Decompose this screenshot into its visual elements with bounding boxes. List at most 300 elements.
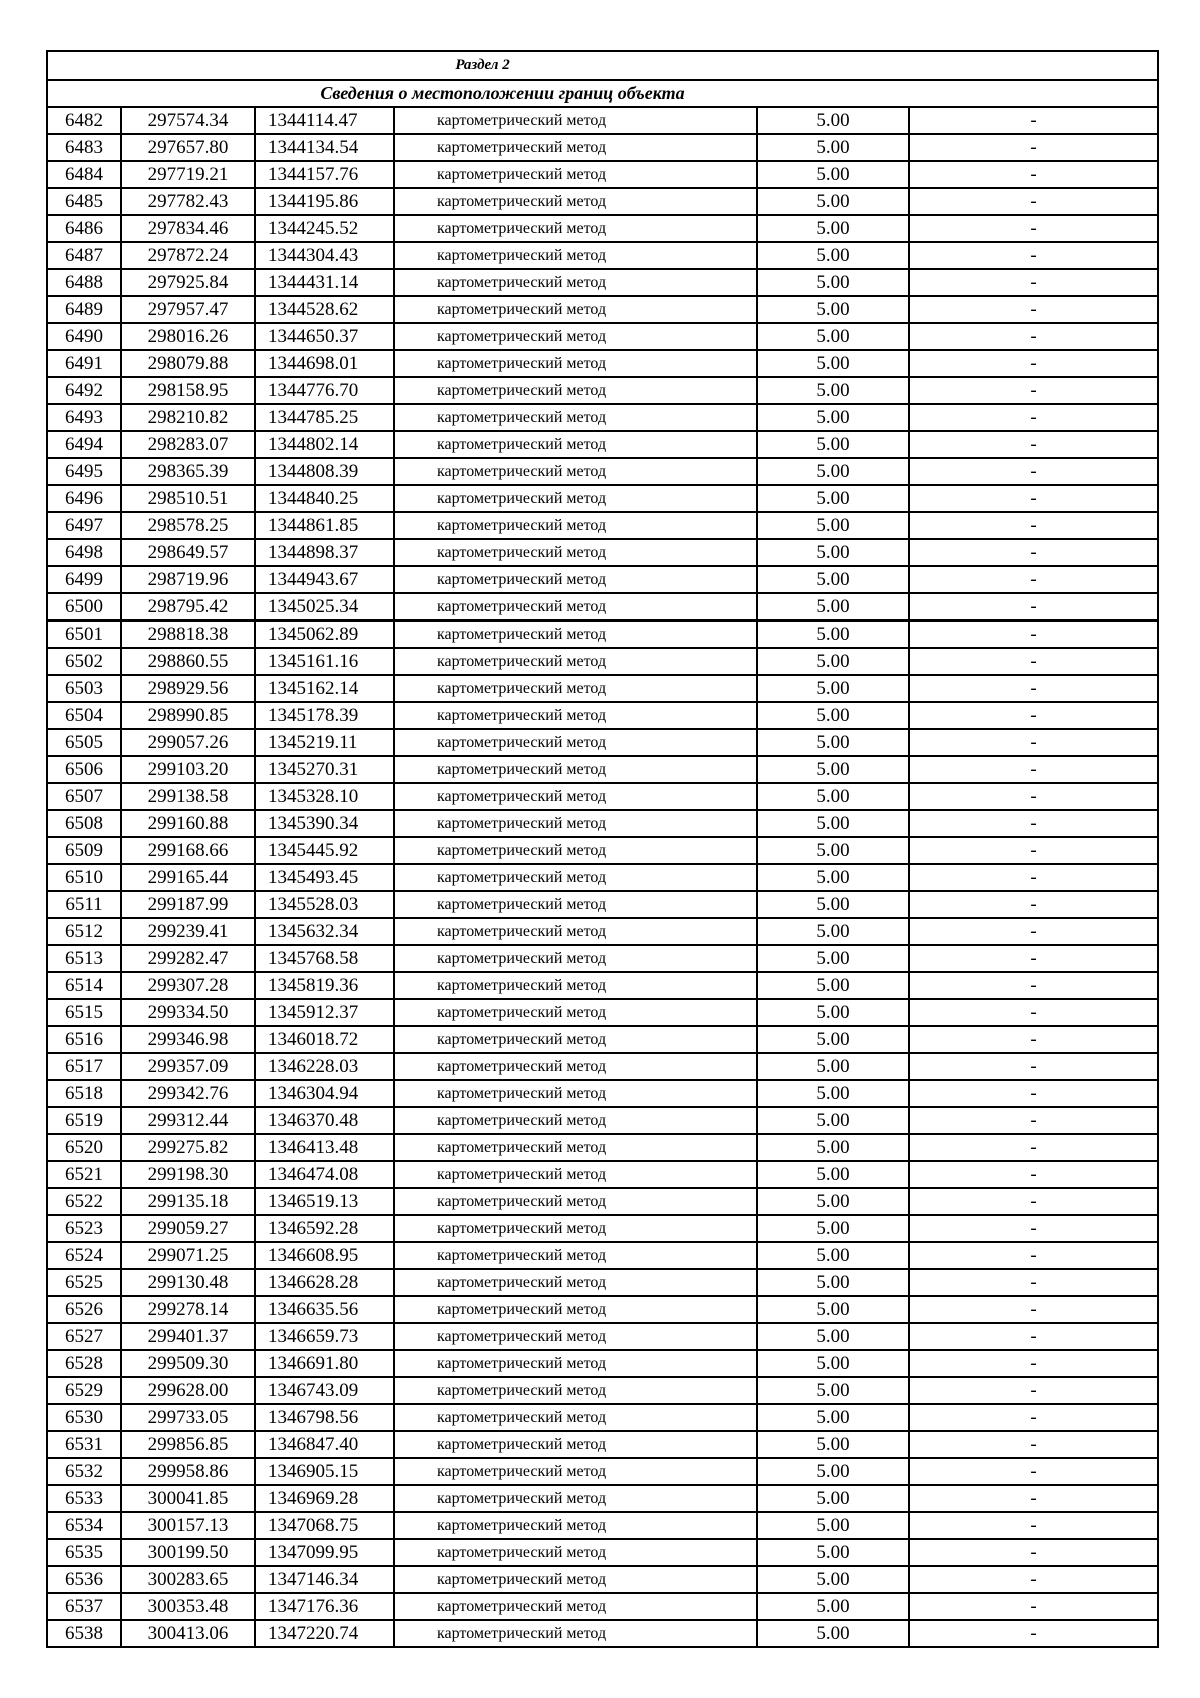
accuracy-cell: 5.00 <box>757 783 909 810</box>
table-row <box>47 1620 1158 1647</box>
y-coordinate-cell: 1346798.56 <box>255 1404 394 1431</box>
x-coordinate-cell: 299059.27 <box>121 1215 255 1242</box>
method-cell: картометрический метод <box>394 1350 757 1377</box>
accuracy-cell: 5.00 <box>757 1026 909 1053</box>
accuracy-cell: 5.00 <box>757 1296 909 1323</box>
section-label: Раздел 2 <box>455 57 510 73</box>
x-coordinate-cell: 298016.26 <box>121 323 255 350</box>
x-coordinate-cell: 298158.95 <box>121 377 255 404</box>
document-sheet <box>46 50 1157 1648</box>
table-row <box>47 1026 1158 1053</box>
point-number-cell: 6493 <box>47 404 121 431</box>
point-number-cell: 6491 <box>47 350 121 377</box>
note-cell: - <box>909 1215 1158 1242</box>
table-row <box>47 1593 1158 1620</box>
method-cell: картометрический метод <box>394 972 757 999</box>
table-row <box>47 323 1158 350</box>
table-row <box>47 296 1158 323</box>
x-coordinate-cell: 297925.84 <box>121 269 255 296</box>
accuracy-cell: 5.00 <box>757 1134 909 1161</box>
accuracy-cell: 5.00 <box>757 323 909 350</box>
x-coordinate-cell: 298079.88 <box>121 350 255 377</box>
x-coordinate-cell: 299401.37 <box>121 1323 255 1350</box>
note-cell: - <box>909 999 1158 1026</box>
x-coordinate-cell: 299509.30 <box>121 1350 255 1377</box>
table-row <box>47 269 1158 296</box>
table-row <box>47 566 1158 593</box>
point-number-cell: 6535 <box>47 1539 121 1566</box>
point-number-cell: 6489 <box>47 296 121 323</box>
accuracy-cell: 5.00 <box>757 864 909 891</box>
table-row <box>47 107 1158 134</box>
point-number-cell: 6534 <box>47 1512 121 1539</box>
y-coordinate-cell: 1345819.36 <box>255 972 394 999</box>
y-coordinate-cell: 1345219.11 <box>255 729 394 756</box>
y-coordinate-cell: 1346413.48 <box>255 1134 394 1161</box>
y-coordinate-cell: 1346608.95 <box>255 1242 394 1269</box>
method-cell: картометрический метод <box>394 485 757 512</box>
x-coordinate-cell: 300353.48 <box>121 1593 255 1620</box>
table-row <box>47 864 1158 891</box>
method-cell: картометрический метод <box>394 107 757 134</box>
point-number-cell: 6506 <box>47 756 121 783</box>
point-number-cell: 6518 <box>47 1080 121 1107</box>
method-cell: картометрический метод <box>394 837 757 864</box>
note-cell: - <box>909 539 1158 566</box>
y-coordinate-cell: 1346474.08 <box>255 1161 394 1188</box>
accuracy-cell: 5.00 <box>757 918 909 945</box>
boundary-table <box>46 50 1159 1648</box>
x-coordinate-cell: 298649.57 <box>121 539 255 566</box>
y-coordinate-cell: 1346635.56 <box>255 1296 394 1323</box>
x-coordinate-cell: 298283.07 <box>121 431 255 458</box>
y-coordinate-cell: 1345025.34 <box>255 593 394 621</box>
accuracy-cell: 5.00 <box>757 621 909 649</box>
method-cell: картометрический метод <box>394 1323 757 1350</box>
method-cell: картометрический метод <box>394 296 757 323</box>
x-coordinate-cell: 299130.48 <box>121 1269 255 1296</box>
y-coordinate-cell: 1346905.15 <box>255 1458 394 1485</box>
x-coordinate-cell: 297719.21 <box>121 161 255 188</box>
method-cell: картометрический метод <box>394 134 757 161</box>
accuracy-cell: 5.00 <box>757 539 909 566</box>
method-cell: картометрический метод <box>394 999 757 1026</box>
y-coordinate-cell: 1345445.92 <box>255 837 394 864</box>
note-cell: - <box>909 1620 1158 1647</box>
note-cell: - <box>909 269 1158 296</box>
x-coordinate-cell: 300157.13 <box>121 1512 255 1539</box>
point-number-cell: 6510 <box>47 864 121 891</box>
note-cell: - <box>909 107 1158 134</box>
x-coordinate-cell: 300413.06 <box>121 1620 255 1647</box>
method-cell: картометрический метод <box>394 648 757 675</box>
point-number-cell: 6484 <box>47 161 121 188</box>
y-coordinate-cell: 1344245.52 <box>255 215 394 242</box>
accuracy-cell: 5.00 <box>757 242 909 269</box>
x-coordinate-cell: 299160.88 <box>121 810 255 837</box>
method-cell: картометрический метод <box>394 350 757 377</box>
x-coordinate-cell: 299342.76 <box>121 1080 255 1107</box>
method-cell: картометрический метод <box>394 566 757 593</box>
point-number-cell: 6517 <box>47 1053 121 1080</box>
accuracy-cell: 5.00 <box>757 1620 909 1647</box>
x-coordinate-cell: 297834.46 <box>121 215 255 242</box>
y-coordinate-cell: 1344698.01 <box>255 350 394 377</box>
table-row <box>47 1296 1158 1323</box>
accuracy-cell: 5.00 <box>757 1431 909 1458</box>
point-number-cell: 6523 <box>47 1215 121 1242</box>
method-cell: картометрический метод <box>394 1026 757 1053</box>
accuracy-cell: 5.00 <box>757 891 909 918</box>
note-cell: - <box>909 512 1158 539</box>
accuracy-cell: 5.00 <box>757 134 909 161</box>
point-number-cell: 6482 <box>47 107 121 134</box>
x-coordinate-cell: 298990.85 <box>121 702 255 729</box>
x-coordinate-cell: 299165.44 <box>121 864 255 891</box>
accuracy-cell: 5.00 <box>757 1107 909 1134</box>
y-coordinate-cell: 1346304.94 <box>255 1080 394 1107</box>
table-row <box>47 1512 1158 1539</box>
y-coordinate-cell: 1346691.80 <box>255 1350 394 1377</box>
note-cell: - <box>909 837 1158 864</box>
y-coordinate-cell: 1344134.54 <box>255 134 394 161</box>
note-cell: - <box>909 1350 1158 1377</box>
note-cell: - <box>909 593 1158 621</box>
x-coordinate-cell: 299239.41 <box>121 918 255 945</box>
method-cell: картометрический метод <box>394 621 757 649</box>
method-cell: картометрический метод <box>394 269 757 296</box>
x-coordinate-cell: 299334.50 <box>121 999 255 1026</box>
point-number-cell: 6508 <box>47 810 121 837</box>
y-coordinate-cell: 1345328.10 <box>255 783 394 810</box>
point-number-cell: 6537 <box>47 1593 121 1620</box>
table-row <box>47 837 1158 864</box>
method-cell: картометрический метод <box>394 1296 757 1323</box>
accuracy-cell: 5.00 <box>757 999 909 1026</box>
x-coordinate-cell: 299856.85 <box>121 1431 255 1458</box>
table-row <box>47 1377 1158 1404</box>
note-cell: - <box>909 458 1158 485</box>
method-cell: картометрический метод <box>394 675 757 702</box>
note-cell: - <box>909 1458 1158 1485</box>
point-number-cell: 6525 <box>47 1269 121 1296</box>
note-cell: - <box>909 215 1158 242</box>
point-number-cell: 6526 <box>47 1296 121 1323</box>
note-cell: - <box>909 675 1158 702</box>
note-cell: - <box>909 891 1158 918</box>
note-cell: - <box>909 1566 1158 1593</box>
accuracy-cell: 5.00 <box>757 1188 909 1215</box>
point-number-cell: 6515 <box>47 999 121 1026</box>
note-cell: - <box>909 1485 1158 1512</box>
x-coordinate-cell: 299138.58 <box>121 783 255 810</box>
x-coordinate-cell: 299168.66 <box>121 837 255 864</box>
point-number-cell: 6513 <box>47 945 121 972</box>
y-coordinate-cell: 1344776.70 <box>255 377 394 404</box>
method-cell: картометрический метод <box>394 1107 757 1134</box>
x-coordinate-cell: 298365.39 <box>121 458 255 485</box>
note-cell: - <box>909 729 1158 756</box>
y-coordinate-cell: 1347068.75 <box>255 1512 394 1539</box>
accuracy-cell: 5.00 <box>757 1566 909 1593</box>
table-row <box>47 1485 1158 1512</box>
y-coordinate-cell: 1344943.67 <box>255 566 394 593</box>
point-number-cell: 6496 <box>47 485 121 512</box>
x-coordinate-cell: 299103.20 <box>121 756 255 783</box>
x-coordinate-cell: 298795.42 <box>121 593 255 621</box>
accuracy-cell: 5.00 <box>757 945 909 972</box>
x-coordinate-cell: 299135.18 <box>121 1188 255 1215</box>
y-coordinate-cell: 1345493.45 <box>255 864 394 891</box>
y-coordinate-cell: 1344898.37 <box>255 539 394 566</box>
y-coordinate-cell: 1344802.14 <box>255 431 394 458</box>
method-cell: картометрический метод <box>394 702 757 729</box>
x-coordinate-cell: 299071.25 <box>121 1242 255 1269</box>
note-cell: - <box>909 864 1158 891</box>
x-coordinate-cell: 299198.30 <box>121 1161 255 1188</box>
y-coordinate-cell: 1344861.85 <box>255 512 394 539</box>
point-number-cell: 6490 <box>47 323 121 350</box>
x-coordinate-cell: 298719.96 <box>121 566 255 593</box>
method-cell: картометрический метод <box>394 323 757 350</box>
accuracy-cell: 5.00 <box>757 431 909 458</box>
table-row <box>47 215 1158 242</box>
accuracy-cell: 5.00 <box>757 188 909 215</box>
y-coordinate-cell: 1344650.37 <box>255 323 394 350</box>
note-cell: - <box>909 810 1158 837</box>
point-number-cell: 6532 <box>47 1458 121 1485</box>
note-cell: - <box>909 188 1158 215</box>
x-coordinate-cell: 298578.25 <box>121 512 255 539</box>
y-coordinate-cell: 1346628.28 <box>255 1269 394 1296</box>
x-coordinate-cell: 299312.44 <box>121 1107 255 1134</box>
table-row <box>47 972 1158 999</box>
note-cell: - <box>909 621 1158 649</box>
accuracy-cell: 5.00 <box>757 1593 909 1620</box>
table-row <box>47 539 1158 566</box>
point-number-cell: 6536 <box>47 1566 121 1593</box>
point-number-cell: 6522 <box>47 1188 121 1215</box>
accuracy-cell: 5.00 <box>757 1053 909 1080</box>
table-row <box>47 458 1158 485</box>
y-coordinate-cell: 1345632.34 <box>255 918 394 945</box>
table-row <box>47 891 1158 918</box>
method-cell: картометрический метод <box>394 1080 757 1107</box>
point-number-cell: 6501 <box>47 621 121 649</box>
method-cell: картометрический метод <box>394 377 757 404</box>
table-row <box>47 702 1158 729</box>
y-coordinate-cell: 1344114.47 <box>255 107 394 134</box>
table-row <box>47 1269 1158 1296</box>
y-coordinate-cell: 1346969.28 <box>255 1485 394 1512</box>
y-coordinate-cell: 1346370.48 <box>255 1107 394 1134</box>
point-number-cell: 6503 <box>47 675 121 702</box>
accuracy-cell: 5.00 <box>757 810 909 837</box>
y-coordinate-cell: 1347146.34 <box>255 1566 394 1593</box>
accuracy-cell: 5.00 <box>757 1404 909 1431</box>
point-number-cell: 6514 <box>47 972 121 999</box>
x-coordinate-cell: 298510.51 <box>121 485 255 512</box>
point-number-cell: 6530 <box>47 1404 121 1431</box>
y-coordinate-cell: 1345062.89 <box>255 621 394 649</box>
note-cell: - <box>909 1431 1158 1458</box>
x-coordinate-cell: 297574.34 <box>121 107 255 134</box>
table-row <box>47 756 1158 783</box>
table-title-row <box>47 80 1158 107</box>
point-number-cell: 6497 <box>47 512 121 539</box>
method-cell: картометрический метод <box>394 729 757 756</box>
table-row <box>47 1431 1158 1458</box>
table-row <box>47 783 1158 810</box>
note-cell: - <box>909 296 1158 323</box>
y-coordinate-cell: 1346743.09 <box>255 1377 394 1404</box>
y-coordinate-cell: 1344195.86 <box>255 188 394 215</box>
point-number-cell: 6521 <box>47 1161 121 1188</box>
x-coordinate-cell: 299275.82 <box>121 1134 255 1161</box>
method-cell: картометрический метод <box>394 1539 757 1566</box>
table-row <box>47 1053 1158 1080</box>
note-cell: - <box>909 323 1158 350</box>
method-cell: картометрический метод <box>394 1269 757 1296</box>
accuracy-cell: 5.00 <box>757 1323 909 1350</box>
method-cell: картометрический метод <box>394 1377 757 1404</box>
accuracy-cell: 5.00 <box>757 1269 909 1296</box>
point-number-cell: 6494 <box>47 431 121 458</box>
table-row <box>47 945 1158 972</box>
table-row <box>47 999 1158 1026</box>
accuracy-cell: 5.00 <box>757 404 909 431</box>
method-cell: картометрический метод <box>394 1215 757 1242</box>
method-cell: картометрический метод <box>394 1593 757 1620</box>
note-cell: - <box>909 918 1158 945</box>
accuracy-cell: 5.00 <box>757 593 909 621</box>
y-coordinate-cell: 1345161.16 <box>255 648 394 675</box>
method-cell: картометрический метод <box>394 431 757 458</box>
accuracy-cell: 5.00 <box>757 377 909 404</box>
x-coordinate-cell: 297657.80 <box>121 134 255 161</box>
table-row <box>47 675 1158 702</box>
point-number-cell: 6509 <box>47 837 121 864</box>
y-coordinate-cell: 1346228.03 <box>255 1053 394 1080</box>
method-cell: картометрический метод <box>394 1566 757 1593</box>
method-cell: картометрический метод <box>394 404 757 431</box>
accuracy-cell: 5.00 <box>757 1485 909 1512</box>
y-coordinate-cell: 1346519.13 <box>255 1188 394 1215</box>
y-coordinate-cell: 1346018.72 <box>255 1026 394 1053</box>
y-coordinate-cell: 1344840.25 <box>255 485 394 512</box>
y-coordinate-cell: 1344808.39 <box>255 458 394 485</box>
table-row <box>47 1323 1158 1350</box>
point-number-cell: 6531 <box>47 1431 121 1458</box>
method-cell: картометрический метод <box>394 891 757 918</box>
point-number-cell: 6519 <box>47 1107 121 1134</box>
method-cell: картометрический метод <box>394 539 757 566</box>
note-cell: - <box>909 1188 1158 1215</box>
note-cell: - <box>909 945 1158 972</box>
y-coordinate-cell: 1345270.31 <box>255 756 394 783</box>
method-cell: картометрический метод <box>394 918 757 945</box>
table-title: Сведения о местоположении границ объекта <box>320 83 685 103</box>
accuracy-cell: 5.00 <box>757 837 909 864</box>
accuracy-cell: 5.00 <box>757 1080 909 1107</box>
accuracy-cell: 5.00 <box>757 566 909 593</box>
x-coordinate-cell: 299282.47 <box>121 945 255 972</box>
accuracy-cell: 5.00 <box>757 107 909 134</box>
x-coordinate-cell: 299733.05 <box>121 1404 255 1431</box>
point-number-cell: 6485 <box>47 188 121 215</box>
accuracy-cell: 5.00 <box>757 458 909 485</box>
note-cell: - <box>909 1053 1158 1080</box>
x-coordinate-cell: 299628.00 <box>121 1377 255 1404</box>
x-coordinate-cell: 298210.82 <box>121 404 255 431</box>
accuracy-cell: 5.00 <box>757 485 909 512</box>
table-row <box>47 1188 1158 1215</box>
y-coordinate-cell: 1347176.36 <box>255 1593 394 1620</box>
point-number-cell: 6483 <box>47 134 121 161</box>
x-coordinate-cell: 299958.86 <box>121 1458 255 1485</box>
table-row <box>47 377 1158 404</box>
y-coordinate-cell: 1344785.25 <box>255 404 394 431</box>
method-cell: картометрический метод <box>394 1485 757 1512</box>
accuracy-cell: 5.00 <box>757 1377 909 1404</box>
note-cell: - <box>909 1539 1158 1566</box>
y-coordinate-cell: 1345390.34 <box>255 810 394 837</box>
method-cell: картометрический метод <box>394 188 757 215</box>
accuracy-cell: 5.00 <box>757 756 909 783</box>
x-coordinate-cell: 299278.14 <box>121 1296 255 1323</box>
note-cell: - <box>909 134 1158 161</box>
x-coordinate-cell: 298860.55 <box>121 648 255 675</box>
y-coordinate-cell: 1345162.14 <box>255 675 394 702</box>
method-cell: картометрический метод <box>394 1161 757 1188</box>
table-row <box>47 1080 1158 1107</box>
table-row <box>47 485 1158 512</box>
note-cell: - <box>909 1269 1158 1296</box>
method-cell: картометрический метод <box>394 756 757 783</box>
y-coordinate-cell: 1344431.14 <box>255 269 394 296</box>
table-row <box>47 404 1158 431</box>
accuracy-cell: 5.00 <box>757 675 909 702</box>
x-coordinate-cell: 298818.38 <box>121 621 255 649</box>
section-label-cell <box>47 51 1158 80</box>
x-coordinate-cell: 299346.98 <box>121 1026 255 1053</box>
point-number-cell: 6499 <box>47 566 121 593</box>
note-cell: - <box>909 1026 1158 1053</box>
point-number-cell: 6538 <box>47 1620 121 1647</box>
method-cell: картометрический метод <box>394 512 757 539</box>
table-body <box>47 51 1158 1647</box>
table-row <box>47 648 1158 675</box>
point-number-cell: 6528 <box>47 1350 121 1377</box>
note-cell: - <box>909 1242 1158 1269</box>
method-cell: картометрический метод <box>394 810 757 837</box>
note-cell: - <box>909 485 1158 512</box>
x-coordinate-cell: 298929.56 <box>121 675 255 702</box>
note-cell: - <box>909 161 1158 188</box>
x-coordinate-cell: 300041.85 <box>121 1485 255 1512</box>
x-coordinate-cell: 299357.09 <box>121 1053 255 1080</box>
note-cell: - <box>909 1161 1158 1188</box>
table-row <box>47 188 1158 215</box>
point-number-cell: 6504 <box>47 702 121 729</box>
point-number-cell: 6492 <box>47 377 121 404</box>
method-cell: картометрический метод <box>394 1134 757 1161</box>
point-number-cell: 6500 <box>47 593 121 621</box>
method-cell: картометрический метод <box>394 458 757 485</box>
accuracy-cell: 5.00 <box>757 215 909 242</box>
y-coordinate-cell: 1344528.62 <box>255 296 394 323</box>
table-row <box>47 1404 1158 1431</box>
